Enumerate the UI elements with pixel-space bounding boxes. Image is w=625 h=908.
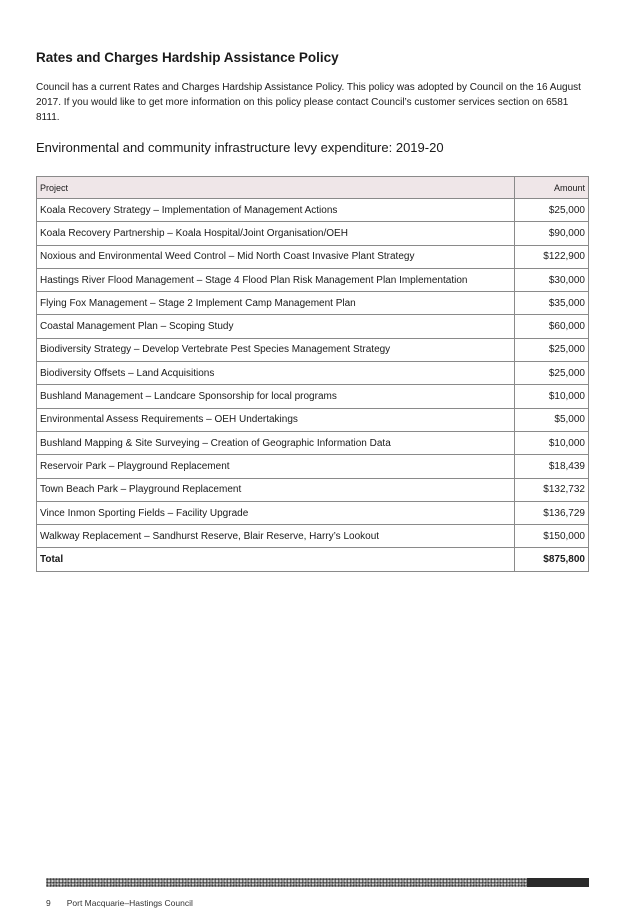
amount-cell: $25,000 xyxy=(515,362,589,385)
table-row xyxy=(37,222,589,245)
table-row xyxy=(37,478,589,501)
column-header-project: Project xyxy=(37,177,515,199)
table-row xyxy=(37,525,589,548)
project-cell: Coastal Management Plan – Scoping Study xyxy=(37,315,515,338)
table-row xyxy=(37,315,589,338)
project-cell: Flying Fox Management – Stage 2 Implement Camp Management Plan xyxy=(37,292,515,315)
project-cell: Koala Recovery Strategy – Implementation of Management Actions xyxy=(37,199,515,222)
amount-cell: $10,000 xyxy=(515,431,589,454)
amount-cell: $150,000 xyxy=(515,525,589,548)
project-cell: Biodiversity Offsets – Land Acquisitions xyxy=(37,362,515,385)
table-row xyxy=(37,338,589,361)
amount-cell: $122,900 xyxy=(515,245,589,268)
project-cell: Reservoir Park – Playground Replacement xyxy=(37,455,515,478)
footer-organisation: Port Macquarie–Hastings Council xyxy=(66,898,193,908)
project-cell: Walkway Replacement – Sandhurst Reserve, Blair Reserve, Harry’s Lookout xyxy=(37,525,515,548)
table-row xyxy=(37,431,589,454)
amount-cell: $18,439 xyxy=(515,455,589,478)
page-number: 9 xyxy=(46,898,51,908)
amount-cell: $25,000 xyxy=(515,199,589,222)
table-row xyxy=(37,245,589,268)
table-row xyxy=(37,408,589,431)
amount-cell: $35,000 xyxy=(515,292,589,315)
table-row xyxy=(37,199,589,222)
project-cell: Noxious and Environmental Weed Control – Mid North Coast Invasive Plant Strategy xyxy=(37,245,515,268)
table-row xyxy=(37,362,589,385)
table-row xyxy=(37,268,589,291)
project-cell: Vince Inmon Sporting Fields – Facility Upgrade xyxy=(37,501,515,524)
table-row xyxy=(37,292,589,315)
amount-cell: $10,000 xyxy=(515,385,589,408)
policy-paragraph: Council has a current Rates and Charges Hardship Assistance Policy. This policy was adopted by Council on the 16 August 2017. If you would like to get more information on this policy please contact Council’s customer services section on 6581 8111. xyxy=(36,82,581,123)
amount-cell: $60,000 xyxy=(515,315,589,338)
project-cell: Environmental Assess Requirements – OEH Undertakings xyxy=(37,408,515,431)
column-header-amount: Amount xyxy=(515,177,589,199)
amount-cell: $132,732 xyxy=(515,478,589,501)
project-cell: Hastings River Flood Management – Stage 4 Flood Plan Risk Management Plan Implementation xyxy=(37,268,515,291)
amount-cell: $90,000 xyxy=(515,222,589,245)
amount-cell: $136,729 xyxy=(515,501,589,524)
table-row xyxy=(37,501,589,524)
footer-dark-block xyxy=(527,878,589,887)
footer-pattern-bar xyxy=(46,878,527,887)
table-header-row xyxy=(37,177,589,199)
amount-cell: $30,000 xyxy=(515,268,589,291)
total-amount: $875,800 xyxy=(515,548,589,572)
table-total-row xyxy=(37,548,589,572)
page-footer xyxy=(46,898,193,908)
table-body xyxy=(37,199,589,572)
amount-cell: $25,000 xyxy=(515,338,589,361)
project-cell: Koala Recovery Partnership – Koala Hospital/Joint Organisation/OEH xyxy=(37,222,515,245)
project-cell: Biodiversity Strategy – Develop Vertebrate Pest Species Management Strategy xyxy=(37,338,515,361)
levy-heading: Environmental and community infrastructure levy expenditure: 2019-20 xyxy=(36,140,444,155)
project-cell: Town Beach Park – Playground Replacement xyxy=(37,478,515,501)
amount-cell: $5,000 xyxy=(515,408,589,431)
project-cell: Bushland Management – Landcare Sponsorship for local programs xyxy=(37,385,515,408)
levy-expenditure-table xyxy=(36,176,589,572)
table-row xyxy=(37,455,589,478)
total-label: Total xyxy=(37,548,515,572)
table-row xyxy=(37,385,589,408)
project-cell: Bushland Mapping & Site Surveying – Creation of Geographic Information Data xyxy=(37,431,515,454)
policy-heading: Rates and Charges Hardship Assistance Policy xyxy=(36,50,339,65)
